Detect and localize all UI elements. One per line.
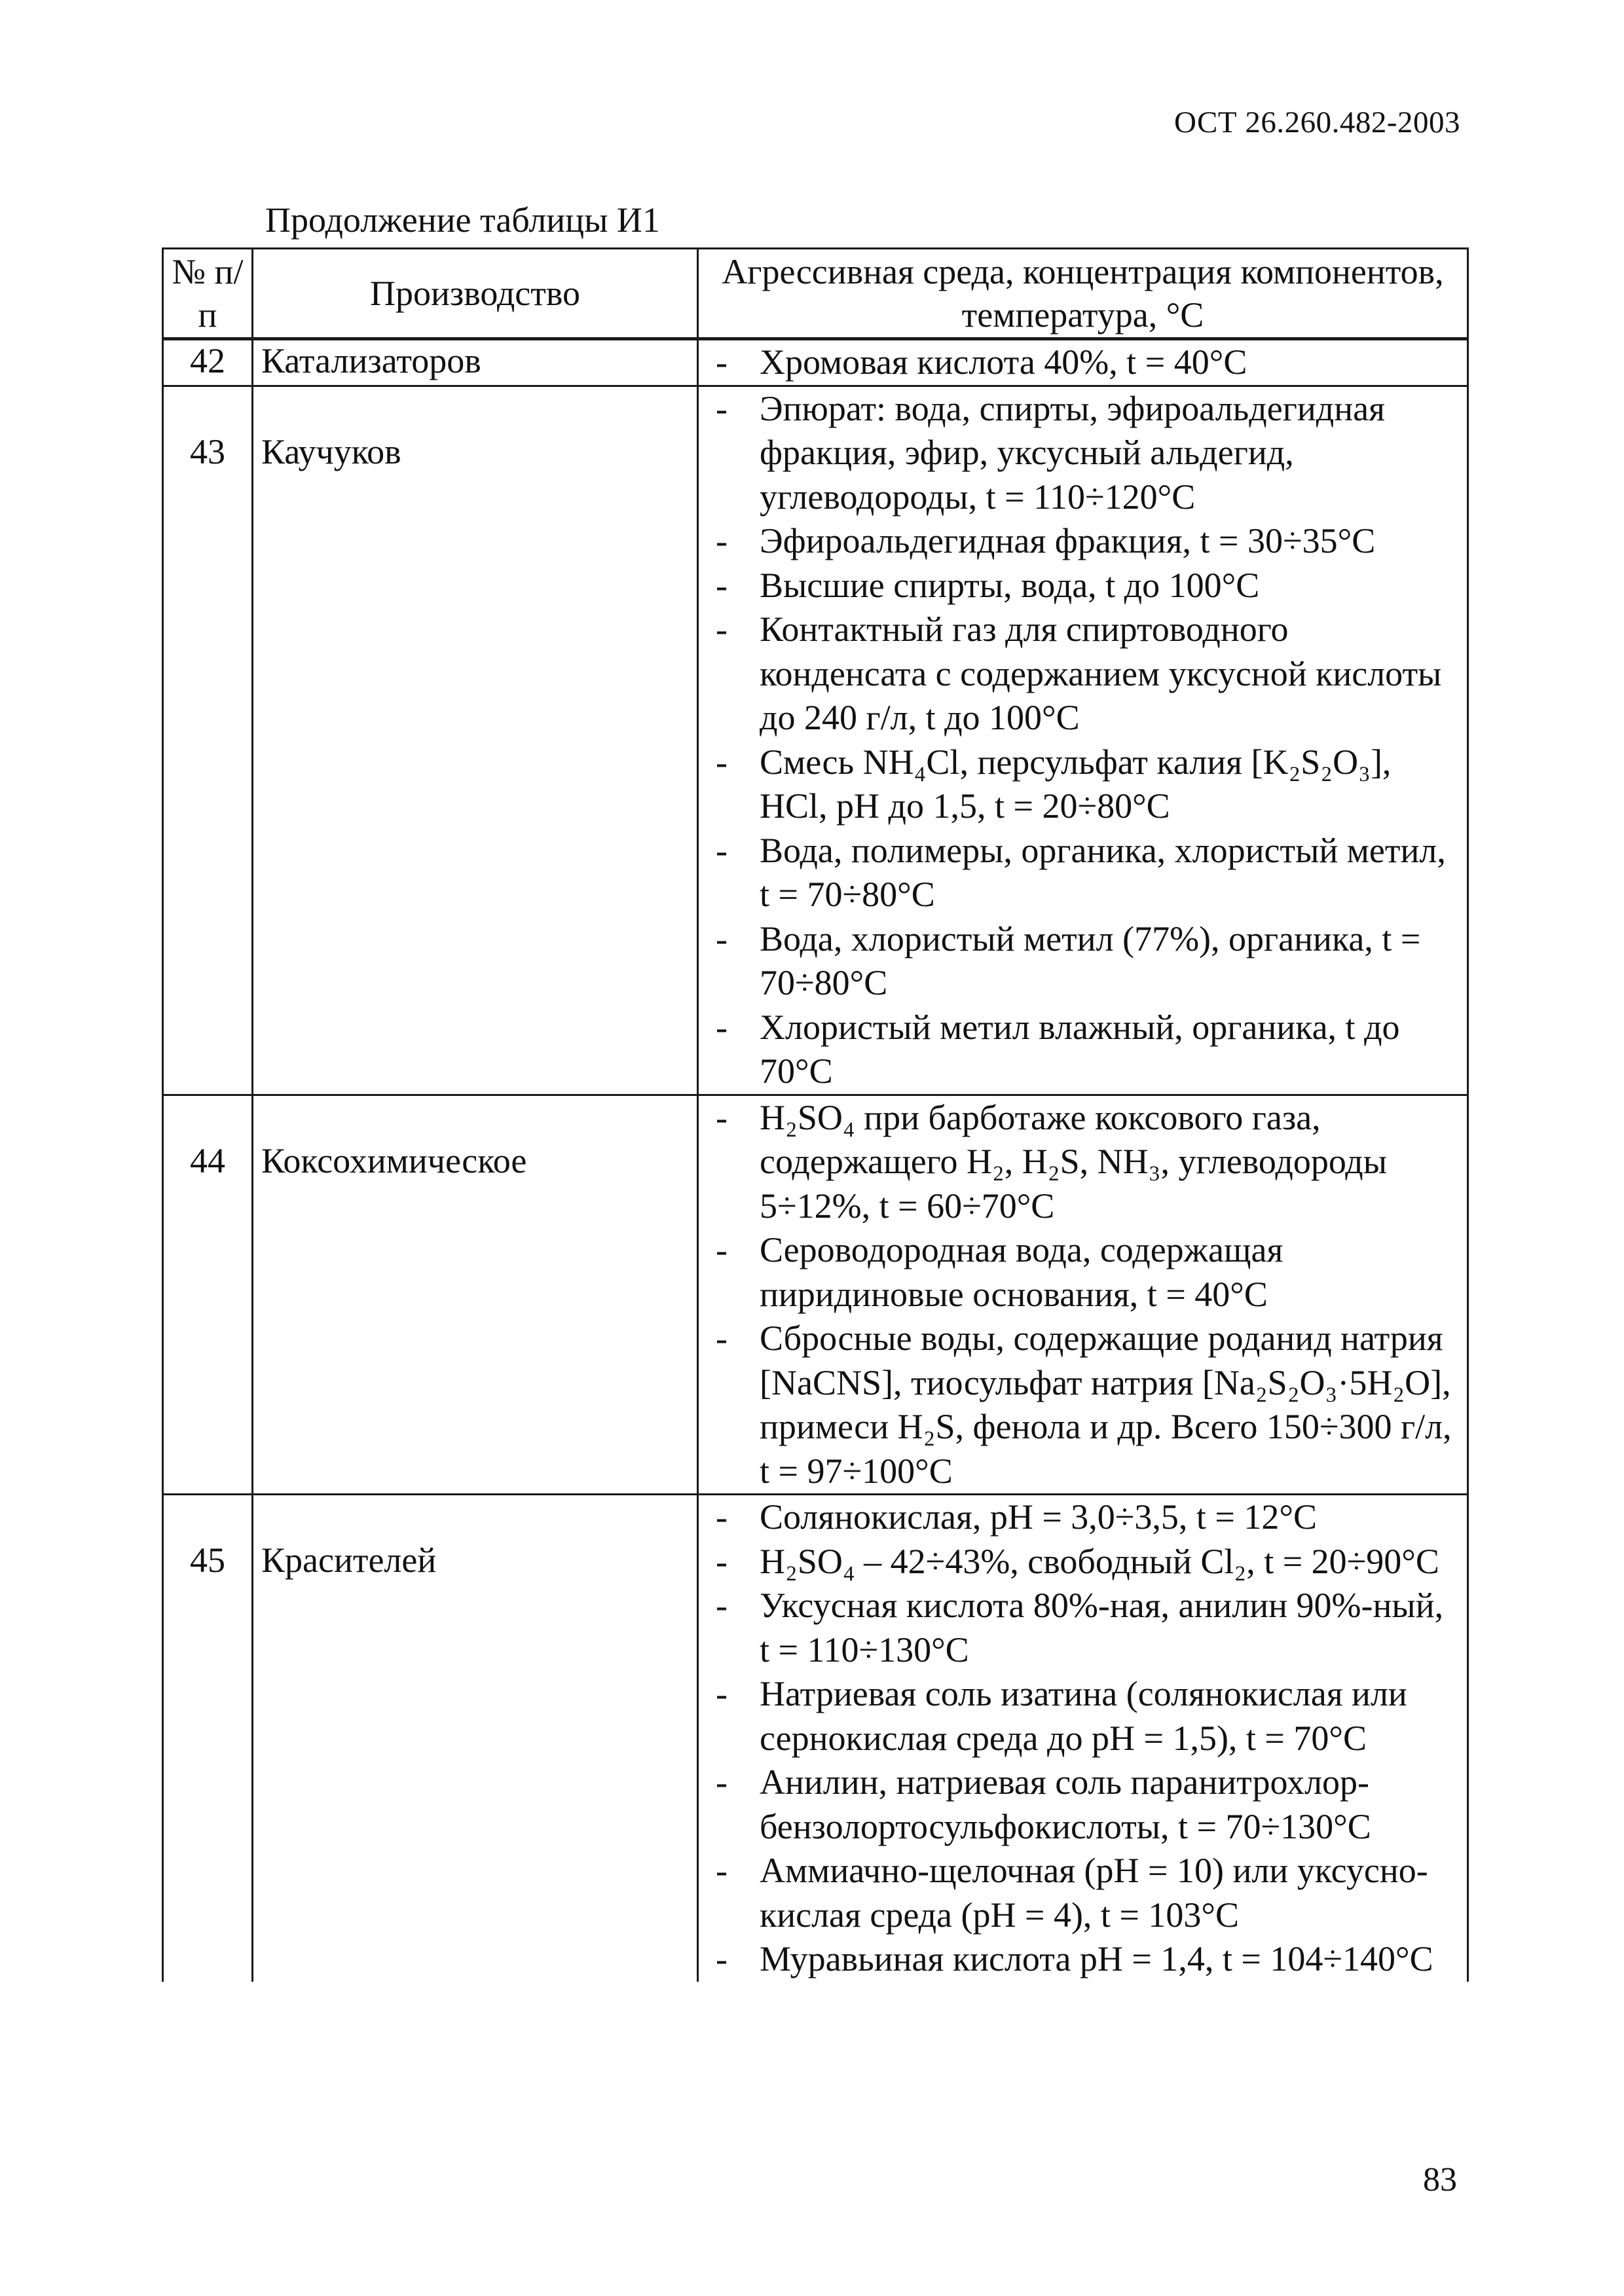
list-item: - Сероводородная вода, содержащая пиридиновые основания, t = 40°С: [710, 1228, 1460, 1317]
table-caption: Продолжение таблицы И1: [265, 200, 660, 240]
production-name: Коксохимическое: [253, 1095, 698, 1495]
list-item: - Вода, хлористый метил (77%), органика, t = 70÷80°С: [710, 917, 1460, 1006]
list-item: - Эфироальдегидная фракция, t = 30÷35°С: [710, 519, 1460, 564]
environment-list: [710, 1096, 1460, 1494]
list-item: - Сбросные воды, содержащие роданид натрия [NaCNS], тиосульфат натрия [Na₂S₂O₃·5H₂O], примеси H₂S, фенола и др. Всего 150÷300 г/л, t = 97÷100°С: [710, 1317, 1460, 1493]
environment-cell: [698, 1095, 1468, 1495]
column-header-environment: Агрессивная среда, концентрация компонентов, температура, °С: [698, 249, 1468, 339]
environment-cell: [698, 339, 1468, 386]
table-row: [163, 339, 1468, 386]
row-number: 45: [163, 1495, 253, 1982]
list-item: - Эпюрат: вода, спирты, эфироальдегидная фракция, эфир, уксусный альдегид, углеводороды, t = 110÷120°С: [710, 387, 1460, 520]
corrosive-media-table: [162, 247, 1469, 1982]
column-header-production: Производство: [253, 249, 698, 339]
list-item: - Хлористый метил влажный, органика, t до 70°С: [710, 1006, 1460, 1094]
list-item: - Вода, полимеры, органика, хлористый метил, t = 70÷80°С: [710, 829, 1460, 917]
list-item: - Натриевая соль изатина (солянокислая или сернокислая среда до pH = 1,5), t = 70°С: [710, 1672, 1460, 1760]
production-name: Красителей: [253, 1495, 698, 1982]
list-item: - Хромовая кислота 40%, t = 40°С: [710, 340, 1460, 385]
row-number: 43: [163, 386, 253, 1095]
page-number: 83: [1423, 2161, 1457, 2198]
production-name: Катализаторов: [253, 339, 698, 386]
list-item: - Контактный газ для спиртоводного конденсата с содержанием уксусной кислоты до 240 г/л, t до 100°С: [710, 608, 1460, 740]
column-header-number: № п/п: [163, 249, 253, 339]
production-name: Каучуков: [253, 386, 698, 1095]
table-row: [163, 386, 1468, 1095]
environment-cell: [698, 1495, 1468, 1982]
row-number: 42: [163, 339, 253, 386]
document-code: ОСТ 26.260.482-2003: [1174, 105, 1460, 139]
row-number: 44: [163, 1095, 253, 1495]
list-item: - H₂SO₄ при барботаже коксового газа, содержащего H₂, H₂S, NH₃, углеводороды 5÷12%, t = 60÷70°С: [710, 1096, 1460, 1229]
environment-list: [710, 387, 1460, 1094]
environment-list: [710, 1495, 1460, 1982]
list-item: - Солянокислая, pH = 3,0÷3,5, t = 12°С: [710, 1495, 1460, 1540]
list-item: - Анилин, натриевая соль паранитрохлор-бензолортосульфокислоты, t = 70÷130°С: [710, 1760, 1460, 1849]
environment-cell: [698, 386, 1468, 1095]
list-item: - Уксусная кислота 80%-ная, анилин 90%-ный, t = 110÷130°С: [710, 1584, 1460, 1672]
list-item: - Муравьиная кислота pH = 1,4, t = 104÷140°С: [710, 1937, 1460, 1982]
list-item: - Аммиачно-щелочная (pH = 10) или уксусно-кислая среда (pH = 4), t = 103°С: [710, 1849, 1460, 1937]
table-row: [163, 1495, 1468, 1982]
list-item: - H₂SO₄ – 42÷43%, свободный Cl₂, t = 20÷90°С: [710, 1540, 1460, 1584]
environment-list: [710, 340, 1460, 385]
list-item: - Смесь NH₄Cl, персульфат калия [K₂S₂O₃], HCl, pH до 1,5, t = 20÷80°С: [710, 740, 1460, 829]
table-header-row: [163, 249, 1468, 339]
list-item: - Высшие спирты, вода, t до 100°С: [710, 564, 1460, 608]
table-row: [163, 1095, 1468, 1495]
table-container: [162, 247, 1467, 1982]
